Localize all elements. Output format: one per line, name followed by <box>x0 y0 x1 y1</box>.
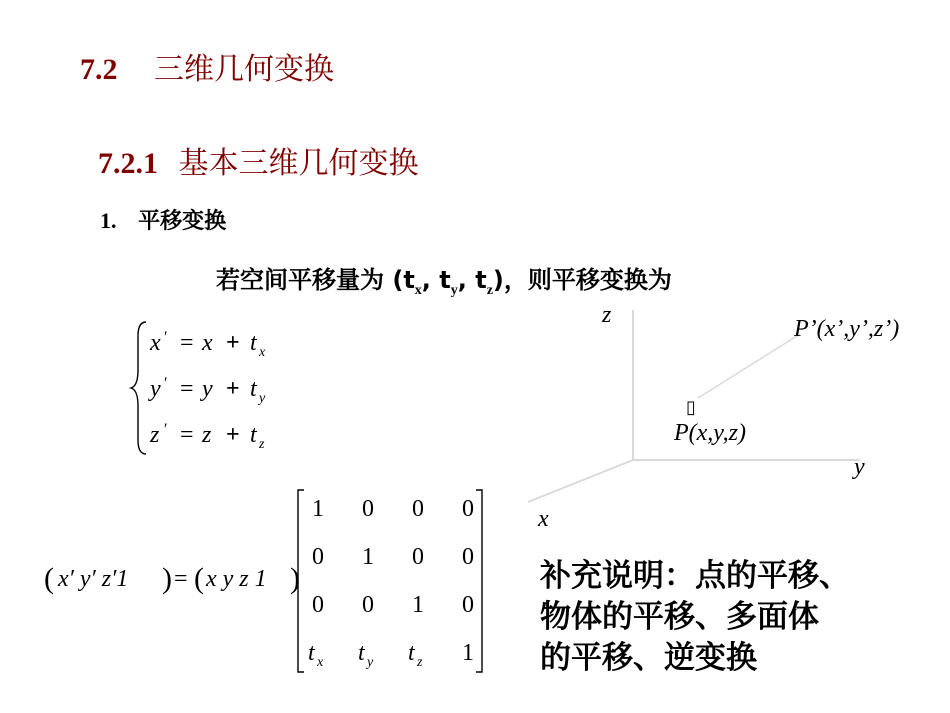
point-p-label: P(x,y,z) <box>674 420 746 446</box>
left-brace <box>131 322 146 454</box>
matrix-cell: 1 <box>312 496 324 522</box>
matrix-cell: 0 <box>362 592 374 618</box>
intro-sub-x: x <box>414 282 422 298</box>
matrix-cell: 1 <box>462 640 474 666</box>
eq3-plus: + <box>226 422 240 448</box>
eq2-prime: ′ <box>164 375 168 392</box>
matrix-cell: 0 <box>462 544 474 570</box>
eq2-var: y <box>202 376 213 402</box>
axis-label-y: y <box>854 454 865 480</box>
eq1-sub: x <box>259 345 266 360</box>
lhs-close-paren: ) <box>162 562 172 595</box>
matrix-cell: 1 <box>362 544 374 570</box>
eq1-var: x <box>202 330 213 356</box>
lhs-open-paren: ( <box>44 562 54 595</box>
section-number: 7.2 <box>80 53 118 86</box>
matrix-cell: 0 <box>412 496 424 522</box>
eq1-eq: = <box>180 330 194 356</box>
intro-suffix: )，则平移变换为 <box>492 266 672 294</box>
rhs-vector: x y z 1 <box>206 566 267 592</box>
intro-sep-2: , t <box>457 266 487 294</box>
subsection-title: 基本三维几何变换 <box>178 146 419 181</box>
subsection-heading <box>98 138 418 182</box>
intro-sub-z: z <box>486 282 493 298</box>
axis-label-z: z <box>602 302 612 328</box>
matrix-cell-tx-sub: x <box>317 655 324 670</box>
eq2-plus: + <box>226 376 240 402</box>
section-title: 三维几何变换 <box>153 52 334 87</box>
matrix-cell: 0 <box>312 592 324 618</box>
intro-sep-1: , t <box>421 266 451 294</box>
eq1-t: t <box>250 330 257 356</box>
matrix-cell: 0 <box>312 544 324 570</box>
translation-vector <box>698 334 800 398</box>
section-heading <box>80 44 334 88</box>
eq3-var: z <box>202 422 212 448</box>
matrix-cell-ty: t <box>358 640 365 666</box>
point-p-marker: ▯ <box>686 397 696 417</box>
matrix-cell-tz: t <box>408 640 415 666</box>
matrix-cell: 0 <box>462 496 474 522</box>
matrix-cell-tx: t <box>308 640 315 666</box>
eq2-t: t <box>250 376 257 402</box>
eq1-prime: ′ <box>164 329 168 346</box>
eq3-sub: z <box>259 437 265 452</box>
matrix-cell: 0 <box>462 592 474 618</box>
eq1-lhs: x <box>150 330 161 356</box>
axis-label-x: x <box>538 506 549 532</box>
matrix-cell: 0 <box>362 496 374 522</box>
item-number: 1. <box>100 208 117 233</box>
matrix-cell: 0 <box>412 544 424 570</box>
matrix-cell-tz-sub: z <box>417 655 423 670</box>
matrix-right-bracket <box>476 490 482 672</box>
matrix-cell: 1 <box>412 592 424 618</box>
eq2-lhs: y <box>150 376 161 402</box>
rhs-open-paren: ( <box>194 562 204 595</box>
eq3-t: t <box>250 422 257 448</box>
matrix-equation <box>40 484 500 680</box>
intro-text <box>216 260 672 299</box>
eq2-sub: y <box>259 391 266 406</box>
note-line-3: 的平移、逆变换 <box>540 640 757 676</box>
intro-sub-y: y <box>450 282 458 298</box>
eq1-plus: + <box>226 330 240 356</box>
note-line-2: 物体的平移、多面体 <box>540 599 819 635</box>
translation-equations <box>128 316 298 458</box>
subsection-number: 7.2.1 <box>98 147 158 180</box>
item-heading <box>100 204 226 235</box>
point-p-prime-label: P’(x’,y’,z’) <box>794 316 900 342</box>
eq2-eq: = <box>180 376 194 402</box>
lhs-vector: x′ y′ z′1 <box>58 566 129 592</box>
axes-diagram <box>520 296 948 536</box>
eq3-lhs: z <box>150 422 160 448</box>
matrix-cell-ty-sub: y <box>367 655 374 670</box>
eq3-eq: = <box>180 422 194 448</box>
note-line-1: 补充说明：点的平移、 <box>540 558 850 594</box>
matrix-eq-sign: = <box>174 566 188 592</box>
intro-prefix: 若空间平移量为 (t <box>216 266 415 294</box>
eq3-prime: ′ <box>164 421 168 438</box>
x-axis-line <box>528 460 633 502</box>
rhs-close-paren: ) <box>290 562 300 595</box>
supplement-note <box>540 556 850 679</box>
item-title: 平移变换 <box>138 209 227 234</box>
